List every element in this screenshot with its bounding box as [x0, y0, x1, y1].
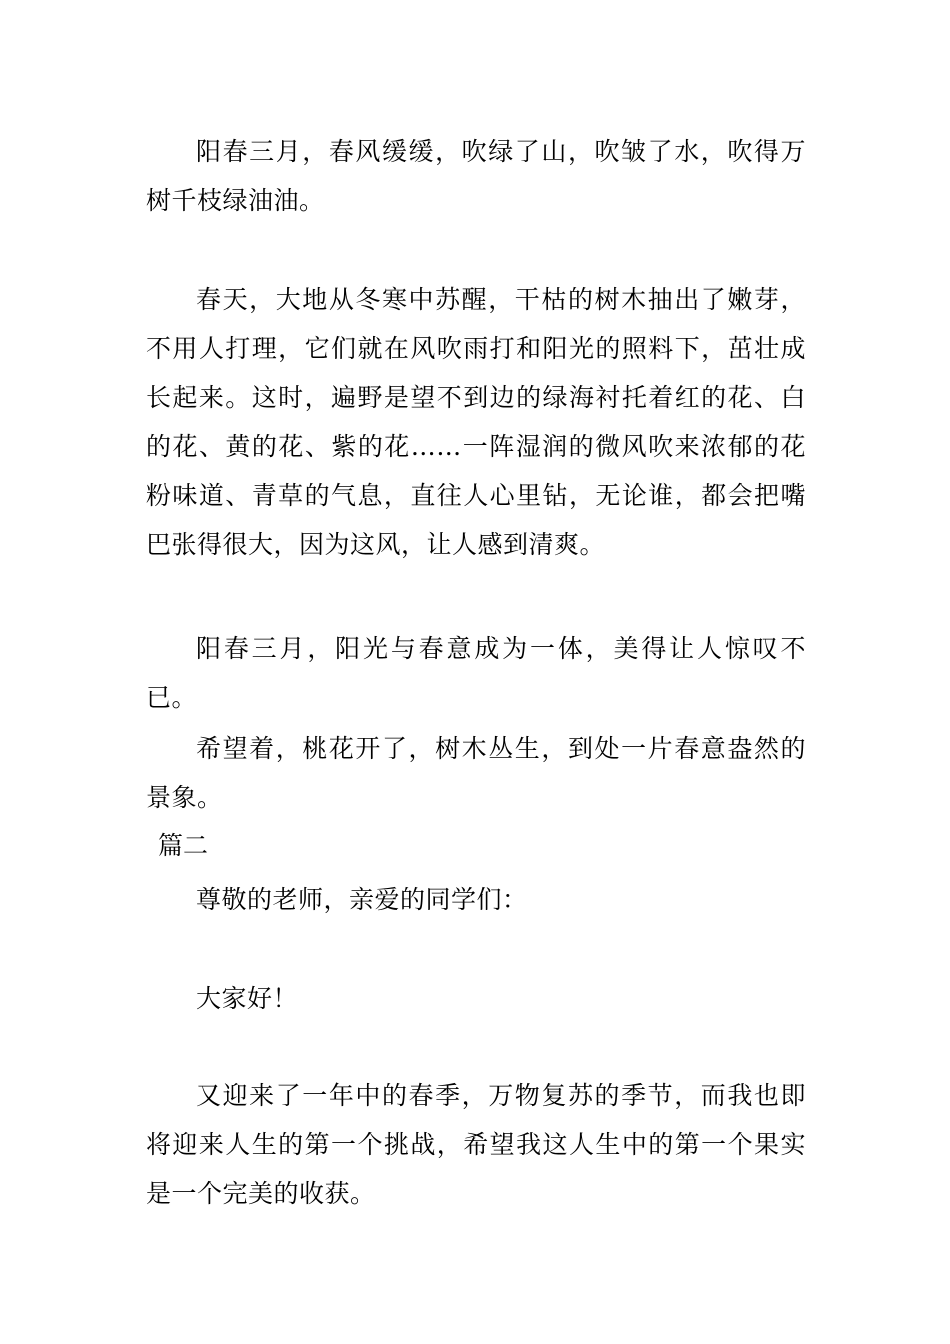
paragraph-2: 春天，大地从冬寒中苏醒，干枯的树木抽出了嫩芽，不用人打理，它们就在风吹雨打和阳光的照料下，茁壮成长起来。这时，遍野是望不到边的绿海衬托着红的花、白的花、黄的花、紫的花……一阵湿润的微风吹来浓郁的花粉味道、青草的气息，直往人心里钻，无论谁，都会把嘴巴张得很大，因为这风，让人感到清爽。	[146, 285, 806, 559]
greeting: 大家好！	[196, 984, 299, 1013]
paragraph-3: 阳春三月，阳光与春意成为一体，美得让人惊叹不已。	[146, 634, 806, 712]
section-heading: 篇二	[158, 831, 209, 860]
paragraph-1: 阳春三月，春风缓缓，吹绿了山，吹皱了水，吹得万树千枝绿油油。	[146, 137, 806, 215]
paragraph-4: 希望着，桃花开了，树木丛生，到处一片春意盎然的景象。	[146, 734, 806, 812]
salutation: 尊敬的老师，亲爱的同学们：	[196, 885, 528, 914]
paragraph-5: 又迎来了一年中的春季，万物复苏的季节，而我也即将迎来人生的第一个挑战，希望我这人生中的第一个果实是一个完美的收获。	[146, 1081, 806, 1208]
